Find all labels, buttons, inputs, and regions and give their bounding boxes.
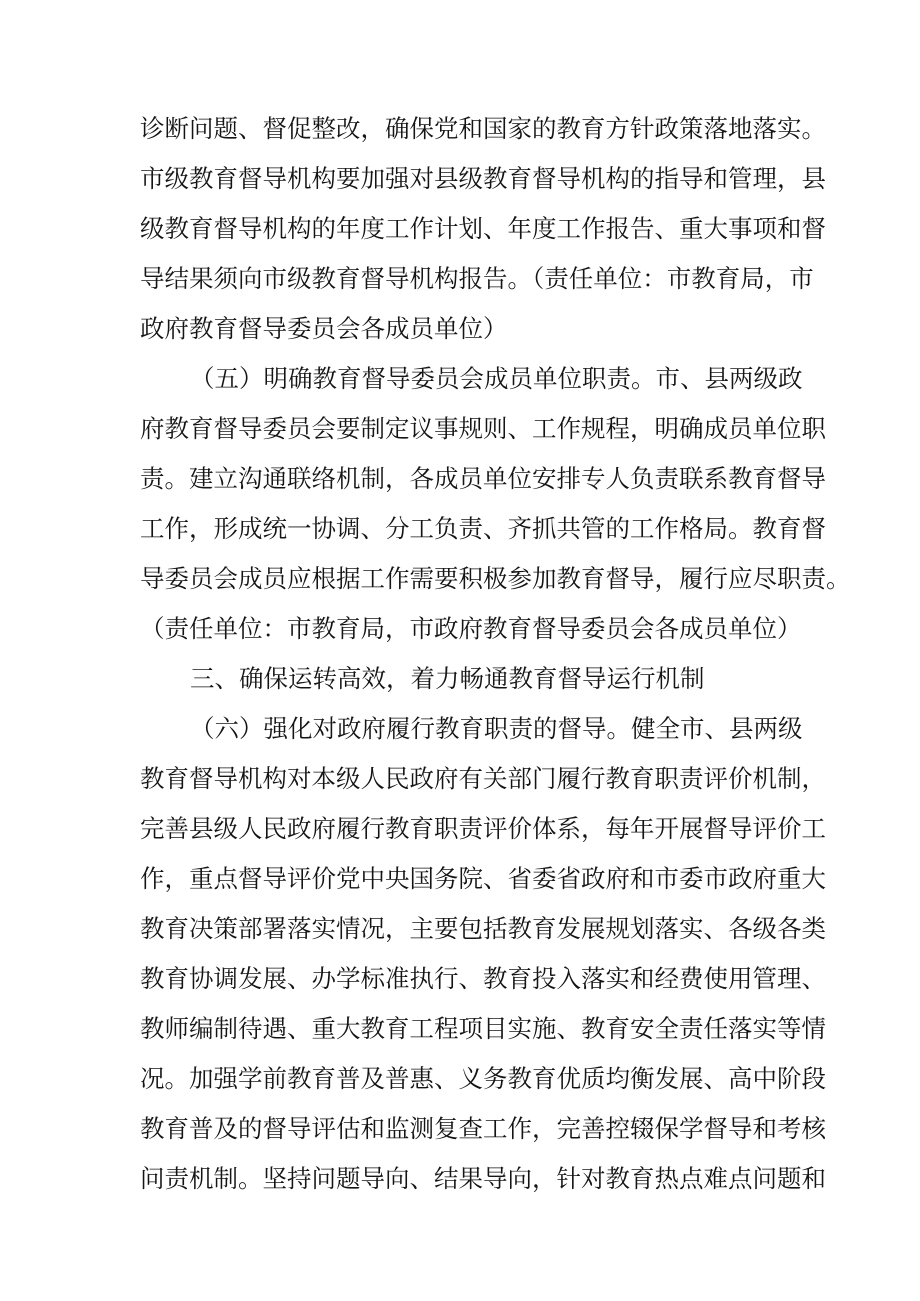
paragraph-line: 工作，形成统一协调、分工负责、齐抓共管的工作格局。教育督 — [140, 514, 826, 543]
paragraph-line: 况。加强学前教育普及普惠、义务教育优质均衡发展、高中阶段 — [140, 1064, 826, 1093]
chapter-heading-3: 三、确保运转高效，着力畅通教育督导运行机制 — [190, 664, 705, 693]
paragraph-line: 教育普及的督导评估和监测复查工作，完善控辍保学督导和考核 — [140, 1114, 826, 1143]
paragraph-line: 教育决策部署落实情况，主要包括教育发展规划落实、各级各类 — [140, 914, 826, 943]
paragraph-line: 教师编制待遇、重大教育工程项目实施、教育安全责任落实等情 — [140, 1014, 826, 1043]
section-heading-6: （六）强化对政府履行教育职责的督导。健全市、县两级 — [190, 714, 803, 743]
paragraph-line: 府教育督导委员会要制定议事规则、工作规程，明确成员单位职 — [140, 414, 826, 443]
paragraph-line: 问责机制。坚持问题导向、结果导向，针对教育热点难点问题和 — [140, 1164, 826, 1193]
paragraph-line: 政府教育督导委员会各成员单位） — [140, 314, 508, 343]
paragraph-line: 教育督导机构对本级人民政府有关部门履行教育职责评价机制， — [140, 764, 826, 793]
paragraph-line: 责。建立沟通联络机制，各成员单位安排专人负责联系教育督导 — [140, 464, 826, 493]
paragraph-line: 导委员会成员应根据工作需要积极参加教育督导，履行应尽职责。 — [140, 564, 851, 593]
paragraph-line: 市级教育督导机构要加强对县级教育督导机构的指导和管理，县 — [140, 164, 826, 193]
paragraph-line: 完善县级人民政府履行教育职责评价体系，每年开展督导评价工 — [140, 814, 826, 843]
section-heading-5: （五）明确教育督导委员会成员单位职责。市、县两级政 — [190, 364, 803, 393]
paragraph-line: 教育协调发展、办学标准执行、教育投入落实和经费使用管理、 — [140, 964, 826, 993]
paragraph-line: 作，重点督导评价党中央国务院、省委省政府和市委市政府重大 — [140, 864, 826, 893]
paragraph-line: 导结果须向市级教育督导机构报告。（责任单位：市教育局，市 — [140, 264, 814, 293]
paragraph-line: （责任单位：市教育局，市政府教育督导委员会各成员单位） — [140, 614, 802, 643]
paragraph-line: 诊断问题、督促整改，确保党和国家的教育方针政策落地落实。 — [140, 114, 826, 143]
paragraph-line: 级教育督导机构的年度工作计划、年度工作报告、重大事项和督 — [140, 214, 826, 243]
